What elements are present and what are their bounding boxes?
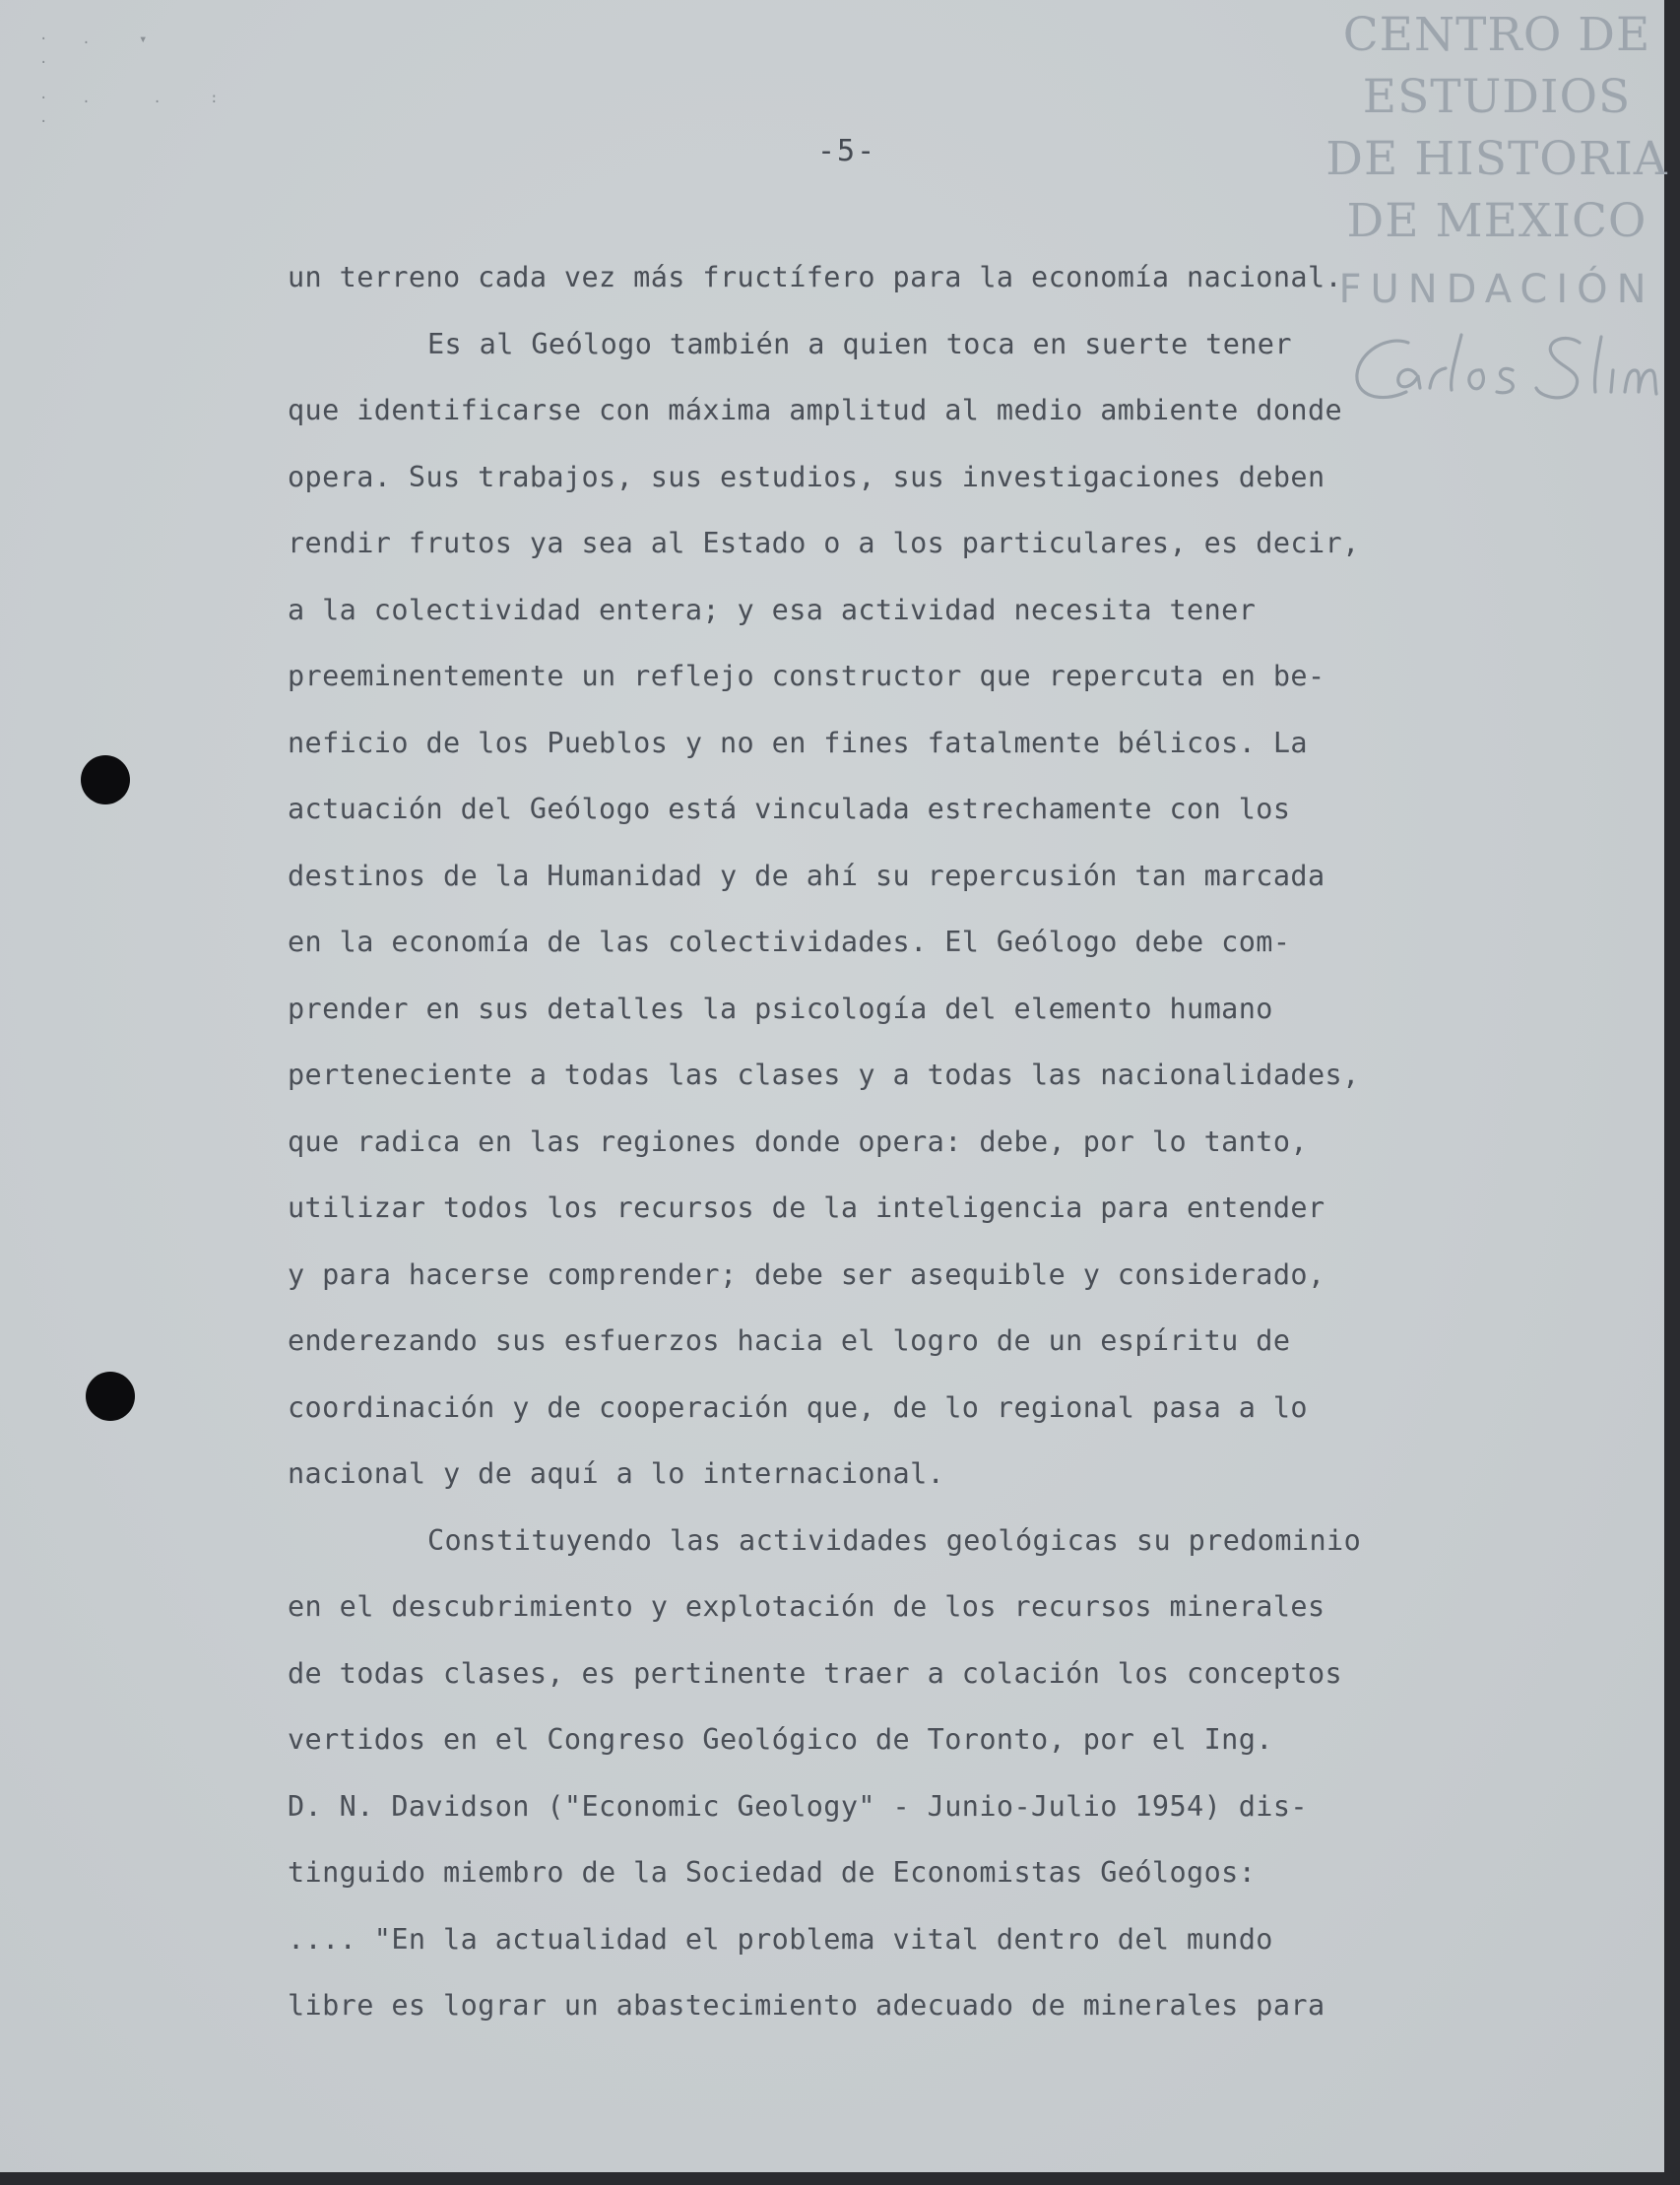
text-line: y para hacerse comprender; debe ser asequible y considerado, [288, 1257, 1325, 1291]
paper-specks: · . ▾ . · . . : . [39, 32, 225, 126]
text-line: que radica en las regiones donde opera: debe, por lo tanto, [288, 1125, 1308, 1158]
text-line: que identificarse con máxima amplitud al medio ambiente donde [288, 394, 1343, 426]
punch-hole [86, 1372, 135, 1421]
text-line: perteneciente a todas las clases y a todas las nacionalidades, [288, 1059, 1360, 1091]
text-line: vertidos en el Congreso Geológico de Toronto, por el Ing. [288, 1723, 1273, 1756]
text-line: coordinación y de cooperación que, de lo regional pasa a lo [288, 1390, 1308, 1424]
watermark-line: ESTUDIOS [1362, 70, 1632, 124]
text-line: .... "En la actualidad el problema vital dentro del mundo [288, 1922, 1273, 1956]
text-line: neficio de los Pueblos y no en fines fatalmente bélicos. La [288, 726, 1308, 759]
text-line: a la colectividad entera; y esa actividad necesita tener [288, 593, 1257, 626]
text-line: tinguido miembro de la Sociedad de Economistas Geólogos: [288, 1856, 1257, 1889]
punch-hole [81, 755, 130, 804]
text-line: de todas clases, es pertinente traer a colación los conceptos [288, 1656, 1343, 1690]
text-line: Constituyendo las actividades geológicas su predominio [427, 1523, 1362, 1557]
text-line: utilizar todos los recursos de la inteligencia para entender [288, 1191, 1325, 1224]
text-line: enderezando sus esfuerzos hacia el logro de un espíritu de [288, 1324, 1291, 1357]
watermark-foundation: FUNDACIÓN [1338, 267, 1655, 312]
watermark-line: DE HISTORIA [1325, 132, 1668, 186]
document-body [288, 244, 1538, 2039]
text-line: nacional y de aquí a lo internacional. [288, 1457, 945, 1490]
text-line: en la economía de las colectividades. El Geólogo debe com- [288, 926, 1291, 958]
text-line: actuación del Geólogo está vinculada estrechamente con los [288, 793, 1291, 825]
text-line: destinos de la Humanidad y de ahí su repercusión tan marcada [288, 859, 1325, 892]
page-number: -5- [817, 134, 877, 168]
watermark-line: DE MEXICO [1346, 194, 1648, 248]
text-line: D. N. Davidson ("Economic Geology" - Junio-Julio 1954) dis- [288, 1789, 1308, 1823]
text-line: libre es lograr un abastecimiento adecuado de minerales para [288, 1989, 1325, 2022]
text-line: rendir frutos ya sea al Estado o a los particulares, es decir, [288, 527, 1360, 559]
text-line: Es al Geólogo también a quien toca en suerte tener [427, 327, 1292, 360]
text-line: un terreno cada vez más fructífero para la economía nacional. [288, 261, 1343, 293]
text-line: opera. Sus trabajos, sus estudios, sus investigaciones deben [288, 460, 1325, 493]
text-line: en el descubrimiento y explotación de los recursos minerales [288, 1590, 1325, 1623]
watermark-line: CENTRO DE [1342, 8, 1651, 62]
text-line: preeminentemente un reflejo constructor que repercuta en be- [288, 660, 1325, 692]
text-line: prender en sus detalles la psicología del elemento humano [288, 992, 1273, 1025]
